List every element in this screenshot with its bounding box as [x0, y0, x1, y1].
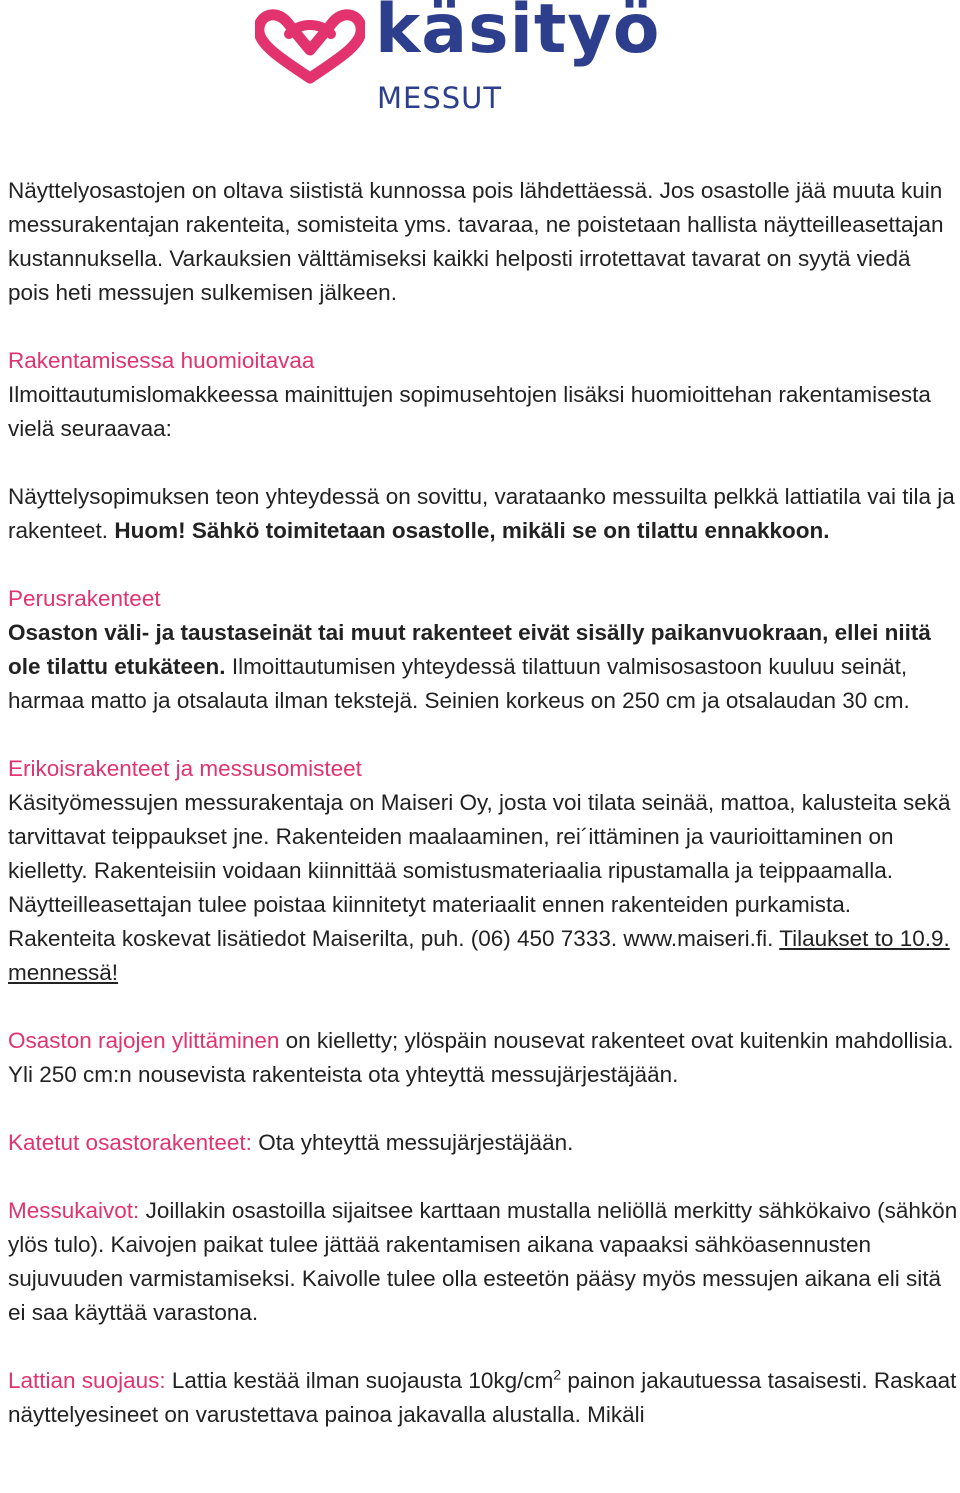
- notice-bold: Huom! Sähkö toimitetaan osastolle, mikäli se on tilattu ennakkoon.: [114, 518, 830, 543]
- heart-icon: [255, 4, 365, 84]
- superscript: 2: [553, 1366, 562, 1383]
- section-text: on kielletty; ylöspäin nousevat rakenteet ovat kuitenkin mahdollisia. Yli 250 cm:n nousevista rakenteista ota yhteyttä messujärjestäjään.: [8, 1028, 954, 1087]
- section-erikoisrakenteet: [8, 752, 958, 990]
- intro-paragraph: Näyttelyosastojen on oltava siististä kunnossa pois lähdettäessä. Jos osastolle jää muuta kuin messurakentajan rakenteita, somisteita yms. tavaraa, ne poistetaan hallista näytteilleasettajan kustannuksella. Varkauksien välttämiseksi kaikki helposti irrotettavat tavarat on syytä viedä pois heti messujen sulkemisen jälkeen.: [8, 178, 944, 305]
- section-text: Ota yhteyttä messujärjestäjään.: [258, 1130, 574, 1155]
- section-text: Joillakin osastoilla sijaitsee karttaan mustalla neliöllä merkitty sähkökaivo (sähkön ylös tulo). Kaivojen paikat tulee jättää rakentamisen aikana vapaaksi sähköasennusten sujuvuuden varmistamiseksi. Kaivolle tulee olla esteetön pääsy myös messujen aikana eli sitä ei saa käyttää varastona.: [8, 1198, 958, 1325]
- section-heading: Erikoisrakenteet ja messusomisteet: [8, 756, 362, 781]
- section-text-a: Lattia kestää ilman suojausta 10kg/cm: [171, 1368, 554, 1393]
- section-perusrakenteet: [8, 582, 958, 718]
- contract-paragraph: [8, 480, 958, 548]
- section-heading: Perusrakenteet: [8, 586, 161, 611]
- section-heading: Rakentamisessa huomioitavaa: [8, 348, 315, 373]
- document-body: [8, 174, 958, 1432]
- section-text: Käsityömessujen messurakentaja on Maiseri Oy, josta voi tilata seinää, mattoa, kalusteita sekä tarvittavat teippaukset jne. Rakenteiden maalaaminen, rei´ittäminen ja vaurioittaminen on kielletty. Rakenteisiin voidaan kiinnittää somistusmateriaalia ripustamalla ja teippaamalla. Näytteilleasettajan tulee poistaa kiinnitetyt materiaalit ennen rakenteiden purkamista. Rakenteita koskevat lisätiedot Maiserilta, puh. (06) 450 7333. www.maiseri.fi.: [8, 790, 951, 951]
- order-deadline: Tilaukset to 10.9. mennessä!: [8, 926, 950, 985]
- section-heading: Osaston rajojen ylittäminen: [8, 1028, 280, 1053]
- section-messukaivot: [8, 1194, 958, 1330]
- section-rakentamisessa: [8, 344, 958, 446]
- paragraph-text: Näyttelysopimuksen teon yhteydessä on sovittu, varataanko messuilta pelkkä lattiatila vai tila ja rakenteet.: [8, 484, 955, 543]
- logo-brand-text: käsityö: [375, 0, 661, 69]
- section-osaston-rajojen: [8, 1024, 958, 1092]
- section-lattian-suojaus: [8, 1364, 958, 1432]
- logo-sub-text: MESSUT: [377, 81, 503, 115]
- section-heading: Lattian suojaus:: [8, 1368, 166, 1393]
- section-heading: Messukaivot:: [8, 1198, 140, 1223]
- kasityo-messut-logo: [255, 0, 661, 118]
- section-katetut: [8, 1126, 958, 1160]
- section-bold-text: Osaston väli- ja taustaseinät tai muut rakenteet eivät sisälly paikanvuokraan, ellei niitä ole tilattu etukäteen.: [8, 620, 931, 679]
- section-text: Ilmoittautumislomakkeessa mainittujen sopimusehtojen lisäksi huomioittehan rakentamisesta vielä seuraavaa:: [8, 382, 931, 441]
- section-text: Ilmoittautumisen yhteydessä tilattuun valmisosastoon kuuluu seinät, harmaa matto ja otsalauta ilman tekstejä. Seinien korkeus on 250 cm ja otsalaudan 30 cm.: [8, 654, 910, 713]
- section-heading: Katetut osastorakenteet:: [8, 1130, 252, 1155]
- section-text-b: painon jakautuessa tasaisesti. Raskaat näyttelyesineet on varustettava painoa jakavalla alustalla. Mikäli: [8, 1368, 957, 1427]
